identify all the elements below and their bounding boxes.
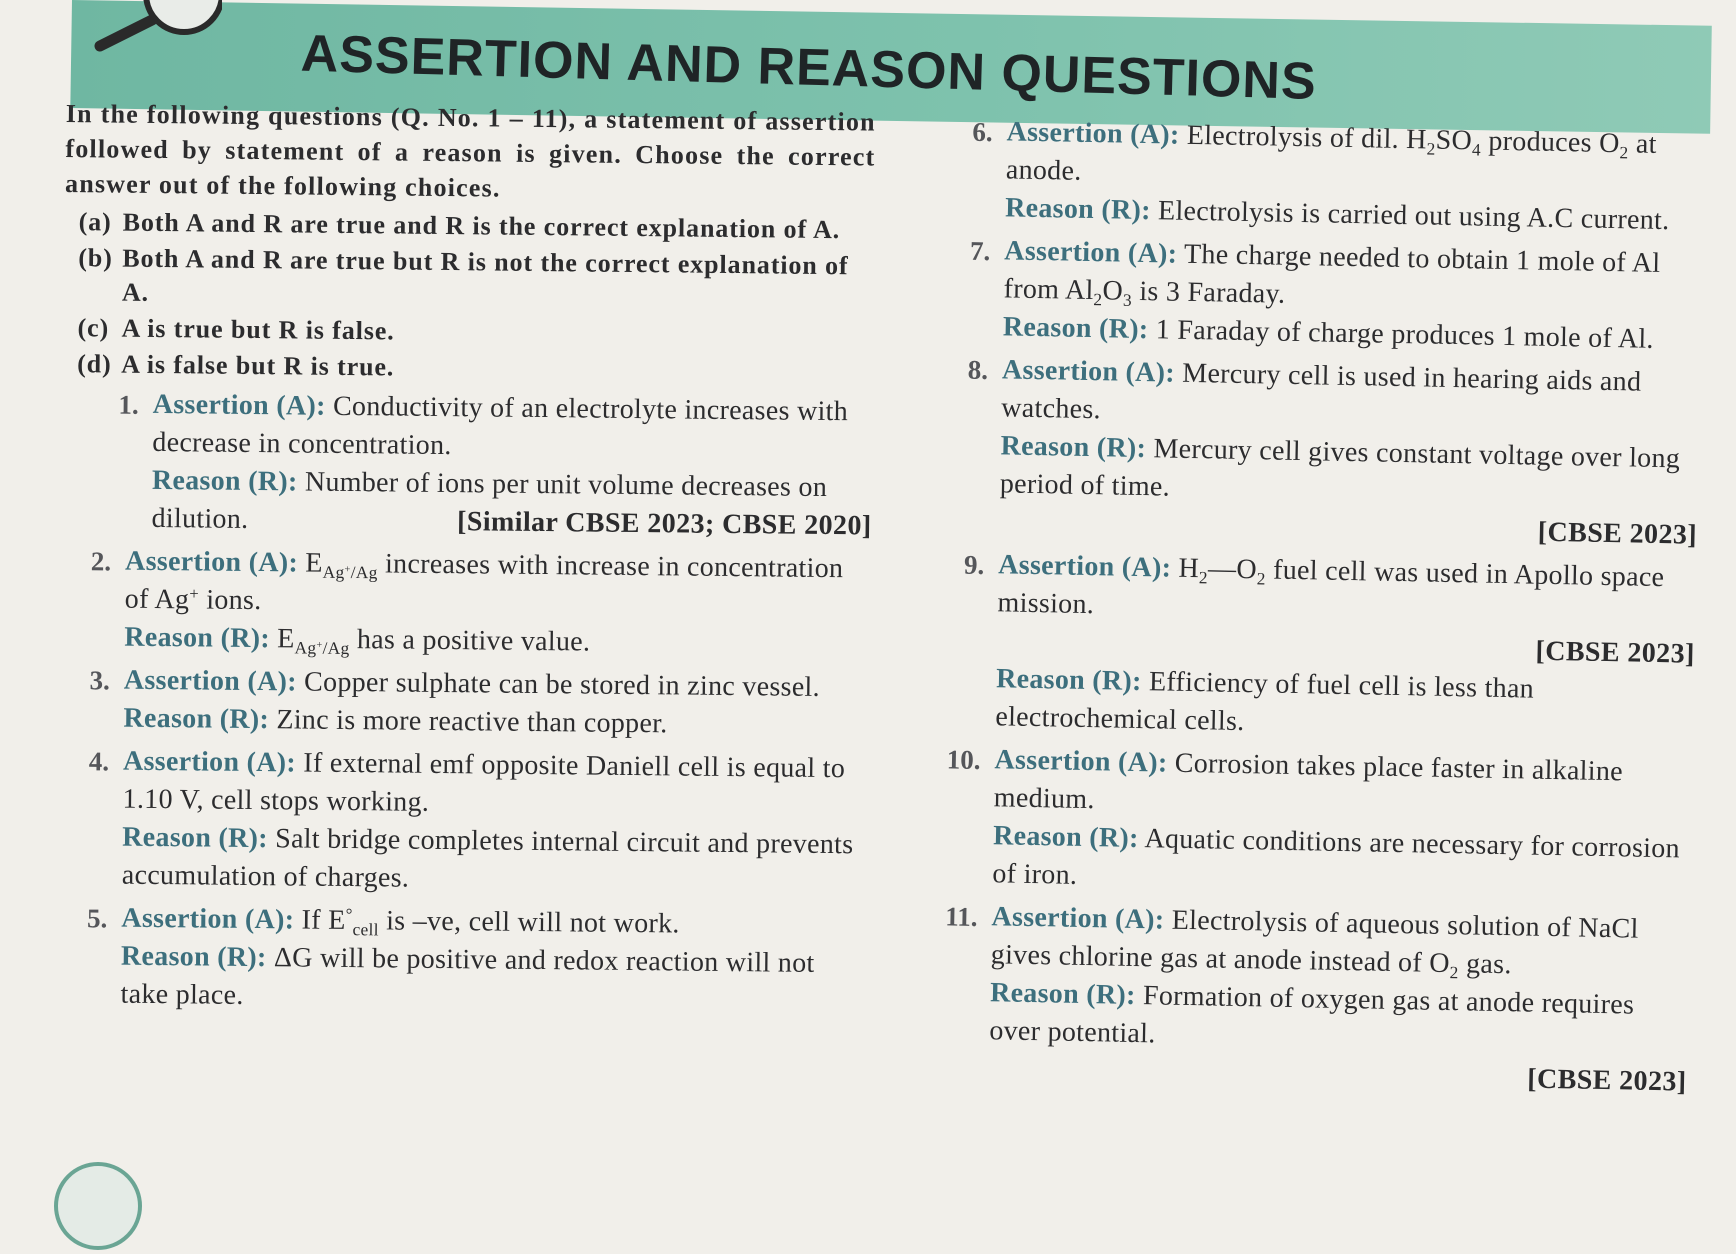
reason-text: Zinc is more reactive than copper. bbox=[276, 704, 668, 740]
assertion-text: gas. bbox=[1465, 948, 1512, 981]
assertion-text: ions. bbox=[206, 584, 262, 617]
assertion-label: Assertion (A): bbox=[1004, 235, 1178, 270]
reason-text: Salt bridge completes internal circuit and prevents accumulation of charges. bbox=[121, 823, 854, 894]
superscript: + bbox=[344, 564, 351, 576]
subscript: 2 bbox=[1256, 569, 1266, 589]
assertion-text: If external emf opposite Daniell cell is equal to 1.10 V, cell stops working. bbox=[122, 747, 846, 818]
subscript: cell bbox=[352, 920, 379, 940]
reason-text: Number of ions per unit volume decreases on dilution. bbox=[151, 466, 828, 535]
assertion bbox=[125, 543, 872, 627]
assertion-label: Assertion (A): bbox=[1006, 116, 1180, 151]
reason bbox=[992, 817, 1691, 906]
assertion-text: If E bbox=[301, 904, 346, 936]
source-tag: [CBSE 2023] bbox=[1537, 516, 1698, 551]
reason-label: Reason (R): bbox=[1004, 192, 1152, 227]
right-column bbox=[916, 112, 1705, 1107]
choice-label: (a) bbox=[78, 207, 112, 237]
question-number: 9. bbox=[963, 549, 985, 581]
reason-text: Aquatic conditions are necessary for corrosion of iron. bbox=[992, 823, 1681, 891]
reason bbox=[989, 974, 1688, 1063]
assertion-text: Copper sulphate can be stored in zinc vessel. bbox=[303, 666, 821, 703]
subscript: 2 bbox=[1198, 568, 1209, 588]
reason bbox=[120, 938, 867, 1022]
reason-text: Efficiency of fuel cell is less than electrochemical cells. bbox=[995, 666, 1535, 738]
reason-text: Formation of oxygen gas at anode requires over potential. bbox=[989, 980, 1635, 1050]
question-number: 1. bbox=[118, 389, 139, 420]
subscript: 2 bbox=[1426, 139, 1436, 159]
choice-text: Both A and R are true but R is not the correct explanation of A. bbox=[121, 243, 849, 307]
choice-label: (d) bbox=[77, 349, 112, 379]
reason-label: Reason (R): bbox=[1000, 430, 1147, 465]
superscript: + bbox=[189, 584, 200, 604]
electrode-potential: E bbox=[305, 547, 323, 579]
assertion-text: fuel cell was used in Apollo space mission. bbox=[997, 554, 1665, 621]
subscript: 3 bbox=[1122, 290, 1133, 310]
subscript: 4 bbox=[1471, 140, 1482, 160]
choice-c bbox=[63, 311, 873, 353]
question-number: 3. bbox=[89, 665, 111, 696]
assertion bbox=[1001, 351, 1700, 440]
assertion-label: Assertion (A): bbox=[991, 901, 1165, 936]
reason-label: Reason (R): bbox=[124, 621, 271, 655]
question-number: 8. bbox=[967, 354, 989, 386]
choice-text: Both A and R are true and R is the correct explanation of A. bbox=[122, 207, 841, 245]
magnifier-icon bbox=[92, 0, 222, 56]
subscript: /Ag bbox=[322, 638, 350, 659]
reason bbox=[151, 462, 872, 546]
choice-text: A is true but R is false. bbox=[121, 313, 395, 346]
subscript: 2 bbox=[1619, 143, 1629, 163]
instructions: In the following questions (Q. No. 1 – 11), a statement of assertion followed by statement of a reason is given. Choose the correct answer out of the following choices. bbox=[64, 98, 876, 203]
subscript: Ag bbox=[294, 638, 317, 658]
reason-label: Reason (R): bbox=[123, 702, 270, 736]
assertion-text: produces O bbox=[1488, 125, 1620, 160]
reason-label: Reason (R): bbox=[120, 940, 267, 974]
subscript: Ag bbox=[322, 562, 345, 583]
question-number: 5. bbox=[86, 903, 108, 934]
assertion-label: Assertion (A): bbox=[152, 388, 326, 422]
assertion-text: at anode. bbox=[1005, 128, 1658, 187]
question-5 bbox=[56, 899, 867, 1021]
reason-text: Mercury cell gives constant voltage over long period of time. bbox=[999, 433, 1681, 503]
question-number: 4. bbox=[88, 746, 110, 777]
question-1 bbox=[87, 385, 873, 545]
question-3 bbox=[59, 661, 870, 745]
subscript: 2 bbox=[1449, 963, 1459, 983]
answer-choices bbox=[63, 205, 875, 389]
reason-text: has a positive value. bbox=[356, 624, 591, 658]
electrode-potential: E bbox=[277, 623, 295, 655]
reason bbox=[999, 427, 1698, 516]
assertion-text: Conductivity of an electrolyte increases with decrease in concentration. bbox=[152, 390, 849, 462]
assertion bbox=[122, 743, 869, 827]
page-corner-badge bbox=[50, 1158, 146, 1254]
reason-label: Reason (R): bbox=[1002, 311, 1149, 346]
assertion-text: —O bbox=[1207, 553, 1258, 586]
subscript: 2 bbox=[1093, 290, 1103, 310]
source-tag: [Similar CBSE 2023; CBSE 2020] bbox=[456, 506, 872, 542]
reason-text: 1 Faraday of charge produces 1 mole of Al. bbox=[1155, 314, 1655, 355]
question-number: 11. bbox=[945, 901, 978, 932]
question-10 bbox=[920, 740, 1693, 907]
assertion-label: Assertion (A): bbox=[998, 549, 1172, 584]
question-6 bbox=[933, 112, 1705, 241]
question-7 bbox=[931, 231, 1703, 360]
assertion-label: Assertion (A): bbox=[994, 744, 1168, 779]
question-number: 10. bbox=[946, 744, 981, 775]
assertion bbox=[152, 386, 873, 470]
assertion bbox=[997, 546, 1696, 635]
question-number: 2. bbox=[90, 546, 112, 577]
question-4 bbox=[58, 742, 870, 902]
assertion-label: Assertion (A): bbox=[123, 664, 297, 698]
choice-label: (c) bbox=[77, 313, 110, 343]
question-number: 6. bbox=[972, 116, 993, 148]
choice-b bbox=[64, 241, 875, 317]
choice-text: A is false but R is true. bbox=[121, 349, 395, 382]
reason-text: Electrolysis is carried out using A.C current. bbox=[1157, 195, 1670, 237]
question-11 bbox=[916, 897, 1690, 1102]
reason-label: Reason (R): bbox=[995, 663, 1143, 698]
assertion-label: Assertion (A): bbox=[121, 902, 295, 936]
page-title: ASSERTION AND REASON QUESTIONS bbox=[300, 24, 1318, 111]
left-column bbox=[56, 96, 876, 1026]
source-tag: [CBSE 2023] bbox=[1527, 1063, 1687, 1098]
reason bbox=[995, 660, 1694, 749]
assertion-text: Electrolysis of aqueous solution of NaCl gives chlorine gas at anode instead of O bbox=[990, 904, 1639, 980]
assertion-text: is –ve, cell will not work. bbox=[386, 905, 680, 940]
reason-label: Reason (R): bbox=[989, 977, 1136, 1012]
assertion bbox=[1006, 113, 1705, 202]
assertion bbox=[990, 898, 1689, 987]
assertion-text: H bbox=[1178, 552, 1200, 585]
assertion-label: Assertion (A): bbox=[122, 745, 297, 779]
assertion-text: Electrolysis of dil. H bbox=[1186, 119, 1428, 156]
assertion-text: Corrosion takes place faster in alkaline medium. bbox=[993, 747, 1624, 816]
question-2 bbox=[60, 542, 871, 664]
reason-label: Reason (R): bbox=[992, 820, 1140, 855]
reason bbox=[122, 819, 869, 903]
reason bbox=[123, 700, 869, 746]
assertion-text: increases with increase in concentration of Ag bbox=[124, 548, 844, 616]
question-number: 7. bbox=[969, 235, 991, 267]
assertion-label: Assertion (A): bbox=[124, 545, 299, 579]
choice-a bbox=[65, 205, 875, 247]
assertion-text: Mercury cell is used in hearing aids and watches. bbox=[1001, 357, 1642, 426]
assertion-label: Assertion (A): bbox=[1001, 354, 1176, 389]
assertion bbox=[993, 741, 1692, 830]
reason-text: ΔG will be positive and redox reaction will not take place. bbox=[120, 942, 815, 1011]
assertion-text: SO bbox=[1435, 124, 1473, 157]
reason bbox=[124, 619, 870, 665]
reason-label: Reason (R): bbox=[151, 464, 298, 498]
choice-d bbox=[63, 347, 873, 389]
question-8 bbox=[927, 350, 1701, 555]
source-tag: [CBSE 2023] bbox=[1535, 635, 1696, 670]
question-9 bbox=[923, 545, 1697, 750]
assertion-text: is 3 Faraday. bbox=[1139, 275, 1286, 310]
superscript: + bbox=[316, 639, 323, 652]
choice-label: (b) bbox=[78, 243, 113, 273]
assertion-text: The charge needed to obtain 1 mole of Al from Al bbox=[1003, 238, 1661, 307]
subscript: /Ag bbox=[350, 563, 378, 583]
reason-label: Reason (R): bbox=[122, 821, 269, 855]
assertion-text: O bbox=[1102, 275, 1124, 307]
assertion bbox=[1003, 232, 1702, 321]
superscript: ° bbox=[345, 904, 353, 924]
